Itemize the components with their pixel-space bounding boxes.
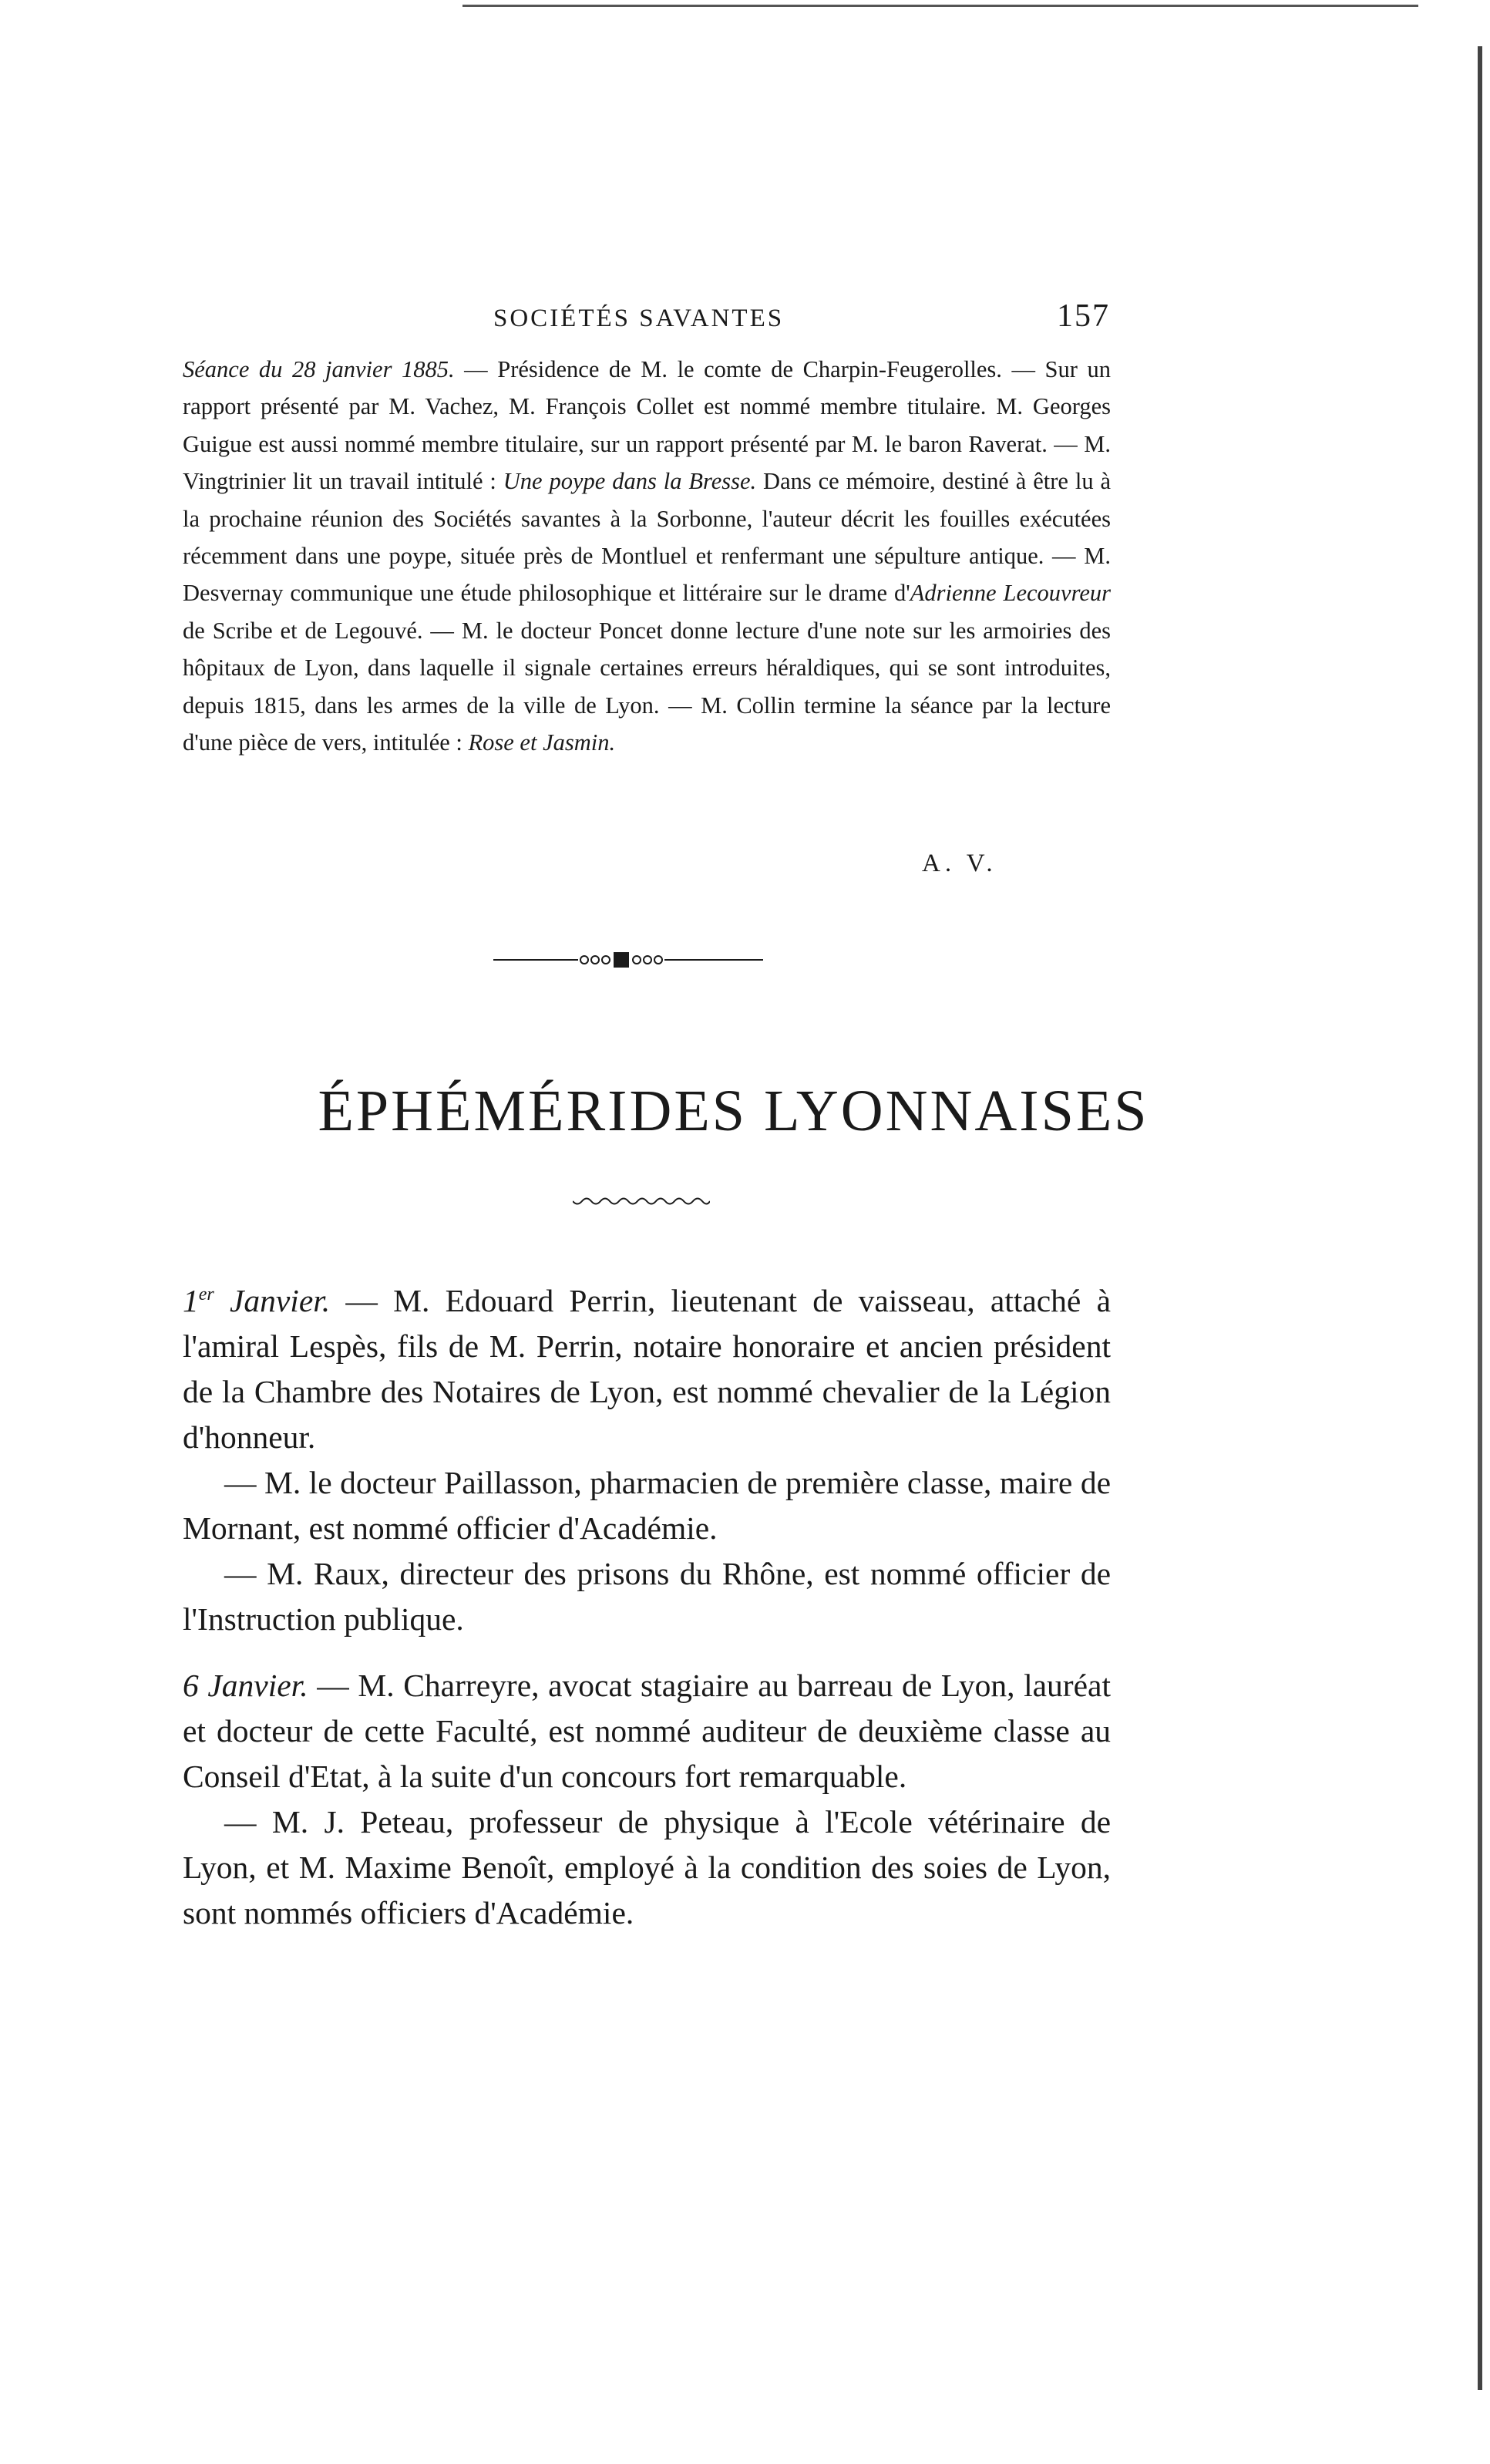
page-number: 157 bbox=[1057, 298, 1110, 334]
entry-date-ordinal: er bbox=[198, 1284, 214, 1305]
seance-text-2: Dans ce mémoire, destiné à être lu à la prochaine réunion des Sociétés savantes à la Sorbonne, l'auteur décrit les fouilles exécutées récemment dans une poype, située près de Montluel et renfermant une sépulture antique. — M. Desvernay communique une étude philosophique et littéraire sur le drame d' bbox=[183, 468, 1111, 607]
entry-jan-6-peteau: — M. J. Peteau, professeur de physique à l'Ecole vétérinaire de Lyon, et M. Maxime Benoît, employé à la condition des soies de Lyon, sont nommés officiers d'Académie. bbox=[183, 1804, 1111, 1930]
work-title-rose: Rose et Jasmin. bbox=[468, 729, 616, 756]
entry-date-day: 1 bbox=[183, 1283, 199, 1318]
entry-text: — M. Charreyre, avocat stagiaire au barreau de Lyon, lauréat et docteur de cette Faculté, est nommé auditeur de deuxième classe au Conseil d'Etat, à la suite d'un concours fort remarquable. bbox=[183, 1668, 1111, 1794]
seance-date: Séance du 28 janvier 1885. bbox=[183, 356, 455, 382]
entry-jan-1-paillasson: — M. le docteur Paillasson, pharmacien de première classe, maire de Mornant, est nommé officier d'Académie. bbox=[183, 1465, 1111, 1546]
entry-jan-1 bbox=[183, 1278, 1111, 1460]
work-title-adrienne: Adrienne Lecouvreur bbox=[910, 580, 1111, 607]
seance-report bbox=[183, 351, 1111, 761]
author-signature: A. V. bbox=[922, 850, 997, 877]
entry-jan-6 bbox=[183, 1663, 1111, 1799]
section-title-text: ÉPHÉMÉRIDES LYONNAISES bbox=[318, 1079, 1149, 1143]
seance-text-3: de Scribe et de Legouvé. — M. le docteur Poncet donne lecture d'une note sur les armoiries des hôpitaux de Lyon, dans laquelle il signale certaines erreurs héraldiques, qui se sont introduites, depuis 1815, dans les armes de la ville de Lyon. — M. Collin termine la séance par la lecture d'une pièce de vers, intitulée : bbox=[183, 617, 1111, 756]
entry-date-month: Janvier. bbox=[214, 1283, 331, 1318]
section-title bbox=[0, 1078, 1490, 1145]
entry-text: — M. Edouard Perrin, lieutenant de vaisseau, attaché à l'amiral Lespès, fils de M. Perrin, notaire honoraire et ancien président de la Chambre des Notaires de Lyon, est nommé chevalier de la Légion d'honneur. bbox=[183, 1283, 1111, 1455]
running-head bbox=[493, 298, 1110, 335]
ephemerides-entries bbox=[183, 1278, 1111, 1936]
running-head-title: SOCIÉTÉS SAVANTES bbox=[493, 305, 785, 332]
seance-text-1: — Présidence de M. le comte de Charpin-Feugerolles. — Sur un rapport présenté par M. Vachez, M. François Collet est nommé membre titulaire. M. Georges Guigue est aussi nommé membre titulaire, sur un rapport présenté par M. le baron Raverat. — M. Vingtrinier lit un travail intitulé : bbox=[183, 356, 1111, 495]
entry-date: 6 Janvier. bbox=[183, 1668, 308, 1703]
scan-top-rule bbox=[462, 5, 1418, 7]
seance-paragraph bbox=[183, 351, 1111, 761]
entry-date bbox=[183, 1283, 330, 1318]
fleuron-ornament bbox=[493, 951, 771, 968]
work-title-poype: Une poype dans la Bresse. bbox=[503, 468, 757, 495]
entry-jan-1-raux: — M. Raux, directeur des prisons du Rhône, est nommé officier de l'Instruction publique. bbox=[183, 1556, 1111, 1637]
wavy-rule bbox=[573, 1197, 710, 1208]
scan-right-edge bbox=[1478, 46, 1482, 2390]
